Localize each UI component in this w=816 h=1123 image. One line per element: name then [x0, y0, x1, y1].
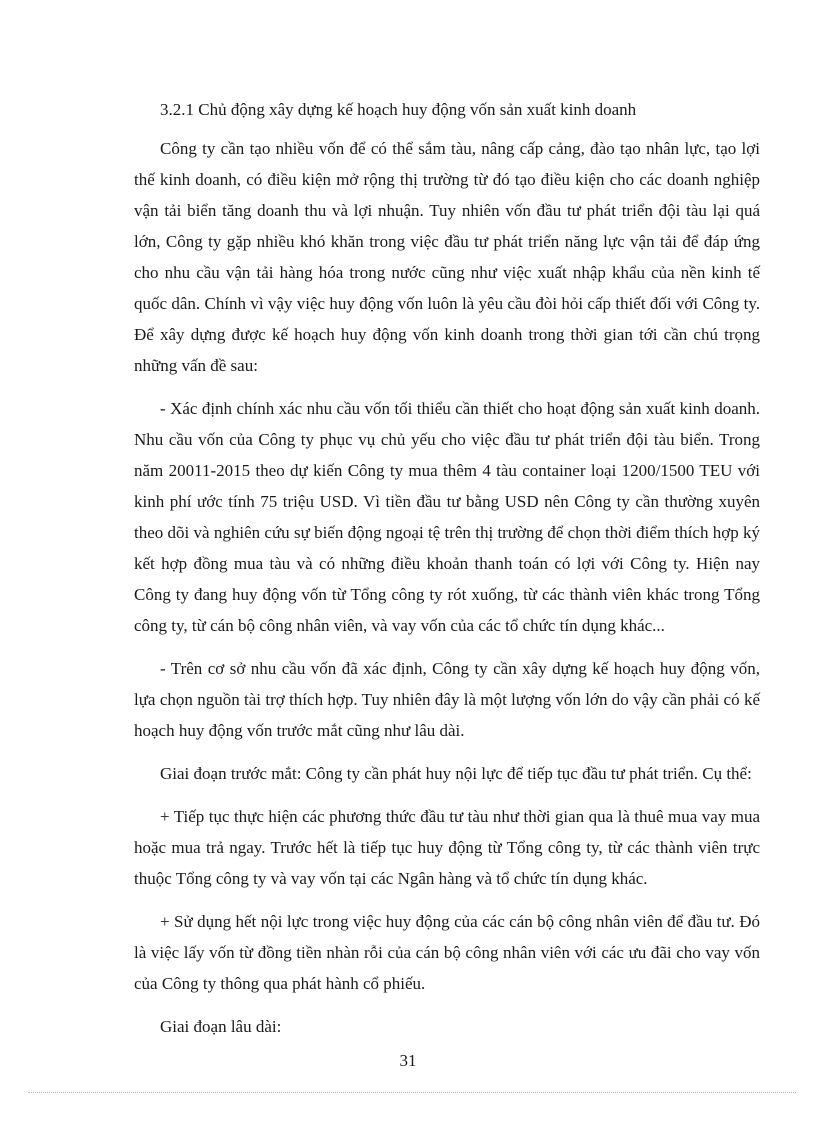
- paragraph-capital-needs: - Xác định chính xác nhu cầu vốn tối thiểu cần thiết cho hoạt động sản xuất kinh doanh. Nhu cầu vốn của Công ty phục vụ chủ yếu cho việc đầu tư phát triển đội tàu biển. Trong năm 20011-2015 theo dự kiến Công ty mua thêm 4 tàu container loại 1200/1500 TEU với kinh phí ước tính 75 triệu USD. Vì tiền đầu tư bằng USD nên Công ty cần thường xuyên theo dõi và nghiên cứu sự biến động ngoại tệ trên thị trường để chọn thời điểm thích hợp ký kết hợp đồng mua tàu và có những điều khoản thanh toán có lợi với Công ty. Hiện nay Công ty đang huy động vốn từ Tổng công ty rót xuống, từ các thành viên khác trong Tổng công ty, từ cán bộ công nhân viên, và vay vốn của các tổ chức tín dụng khác...: [134, 399, 760, 635]
- paragraph-short-term: Giai đoạn trước mắt: Công ty cần phát huy nội lực để tiếp tục đầu tư phát triển. Cụ thể:: [160, 764, 752, 783]
- paragraph-funding-plan: - Trên cơ sở nhu cầu vốn đã xác định, Công ty cần xây dựng kế hoạch huy động vốn, lựa chọn nguồn tài trợ thích hợp. Tuy nhiên đây là một lượng vốn lớn do vậy cần phải có kế hoạch huy động vốn trước mắt cũng như lâu dài.: [134, 659, 760, 740]
- paragraph-short-term-item-2: + Sử dụng hết nội lực trong việc huy động của các cán bộ công nhân viên để đầu tư. Đó là việc lấy vốn từ đồng tiền nhàn rỗi của cán bộ công nhân viên với các ưu đãi cho vay vốn của Công ty thông qua phát hành cổ phiếu.: [134, 912, 760, 993]
- paragraph-long-term: Giai đoạn lâu dài:: [160, 1017, 282, 1036]
- footer-divider: [28, 1092, 796, 1093]
- page-number: 31: [399, 1051, 417, 1070]
- paragraph-short-term-item-1: + Tiếp tục thực hiện các phương thức đầu tư tàu như thời gian qua là thuê mua vay mua hoặc mua trả ngay. Trước hết là tiếp tục huy động từ Tổng công ty, từ các thành viên trực thuộc Tổng công ty và vay vốn tại các Ngân hàng và tổ chức tín dụng khác.: [134, 807, 760, 888]
- section-heading: 3.2.1 Chủ động xây dựng kế hoạch huy động vốn sản xuất kinh doanh: [160, 100, 637, 119]
- paragraph-intro: Công ty cần tạo nhiều vốn để có thể sắm tàu, nâng cấp cảng, đào tạo nhân lực, tạo lợi thế kinh doanh, có điều kiện mở rộng thị trường từ đó tạo điều kiện cho các doanh nghiệp vận tải biển tăng doanh thu và lợi nhuận. Tuy nhiên vốn đầu tư phát triển đội tàu lại quá lớn, Công ty gặp nhiều khó khăn trong việc đầu tư phát triển năng lực vận tải để đáp ứng cho nhu cầu vận tải hàng hóa trong nước cũng như việc xuất nhập khẩu của nền kinh tế quốc dân. Chính vì vậy việc huy động vốn luôn là yêu cầu đòi hỏi cấp thiết đối với Công ty. Để xây dựng được kế hoạch huy động vốn kinh doanh trong thời gian tới cần chú trọng những vấn đề sau:: [134, 139, 760, 375]
- page-body: [134, 94, 760, 1054]
